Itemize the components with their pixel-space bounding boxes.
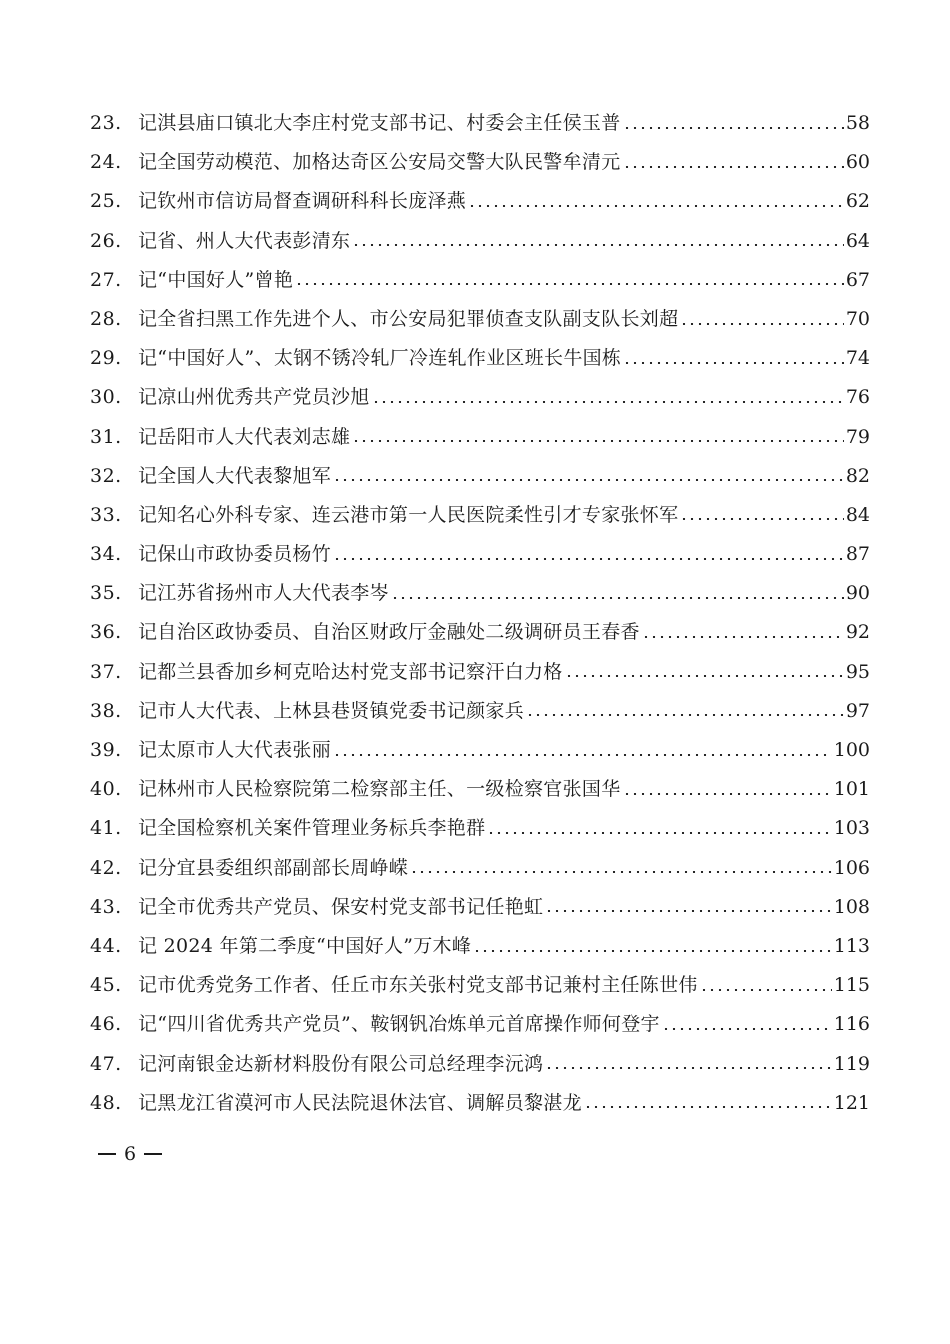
toc-entry-title: 记全省扫黑工作先进个人、市公安局犯罪侦查支队副支队长刘超 [138,307,679,330]
toc-entry-page: 116 [833,1013,870,1036]
toc-entry-number: 44. [90,934,122,957]
toc-entry-title: 记“四川省优秀共产党员”、鞍钢钒冶炼单元首席操作师何登宇 [138,1013,660,1036]
toc-entry-page: 103 [833,817,870,840]
toc-entry-title: 记凉山州优秀共产党员沙旭 [138,386,370,409]
dot-leader [623,362,844,364]
page-number: 6 [124,1143,137,1165]
dot-leader [473,950,832,952]
toc-entry-page: 97 [845,699,870,722]
toc-entry [90,143,870,182]
toc-entry [90,574,870,613]
toc-entry [90,378,870,417]
toc-entry-page: 90 [845,582,870,605]
dot-leader [623,166,844,168]
toc-entry-title: 记“中国好人”曾艳 [138,268,294,291]
toc-entry-number: 26. [90,229,122,252]
toc-entry-page: 121 [833,1091,870,1114]
toc-entry-number: 47. [90,1052,122,1075]
toc-entry-number: 41. [90,817,122,840]
toc-entry-title: 记自治区政协委员、自治区财政厅金融处二级调研员王春香 [138,621,640,644]
toc-entry [90,1045,870,1084]
toc-entry-page: 92 [845,621,870,644]
toc-entry [90,653,870,692]
toc-entry-title: 记河南银金达新材料股份有限公司总经理李沅鸿 [138,1052,544,1075]
toc-entry-title: 记全市优秀共产党员、保安村党支部书记任艳虹 [138,895,544,918]
page-footer [98,1143,162,1165]
toc-entry-page: 64 [845,229,870,252]
toc-entry-number: 45. [90,974,122,997]
toc-entry-number: 40. [90,778,122,801]
toc-entry [90,927,870,966]
toc-entry-page: 60 [845,151,870,174]
toc-entry-title: 记 2024 年第二季度“中国好人”万木峰 [138,934,472,957]
toc-entry-page: 108 [833,895,870,918]
toc-entry [90,1005,870,1044]
footer-dash-right [144,1153,162,1154]
dot-leader [584,1106,832,1108]
dot-leader [623,793,832,795]
toc-entry-page: 62 [845,190,870,213]
toc-entry-number: 43. [90,895,122,918]
toc-entry-number: 48. [90,1091,122,1114]
toc-entry-title: 记江苏省扬州市人大代表李岑 [138,582,389,605]
dot-leader [545,910,831,912]
toc-entry [90,809,870,848]
toc-entry-title: 记岳阳市人大代表刘志雄 [138,425,351,448]
toc-entry-number: 36. [90,621,122,644]
toc-entry [90,457,870,496]
toc-entry-page: 119 [833,1052,870,1075]
toc-entry-title: 记全国人大代表黎旭军 [138,464,332,487]
dot-leader [333,754,832,756]
toc-entry-title: 记知名心外科专家、连云港市第一人民医院柔性引才专家张怀军 [138,503,679,526]
toc-entry-title: 记分宜县委组织部副部长周峥嵘 [138,856,409,879]
toc-entry-number: 33. [90,503,122,526]
toc-entry-number: 24. [90,151,122,174]
toc-entry [90,418,870,457]
toc-entry [90,770,870,809]
dot-leader [545,1067,831,1069]
toc-entry-page: 79 [845,425,870,448]
toc-entry-title: 记市优秀党务工作者、任丘市东关张村党支部书记兼村主任陈世伟 [138,974,698,997]
dot-leader [623,127,844,129]
toc-entry [90,966,870,1005]
toc-entry-page: 113 [833,934,870,957]
dot-leader [680,518,843,520]
toc-entry-title: 记钦州市信访局督查调研科科长庞泽燕 [138,190,467,213]
toc-entry-number: 34. [90,543,122,566]
toc-entry-number: 37. [90,660,122,683]
dot-leader [565,675,844,677]
toc-entry [90,182,870,221]
toc-entry-number: 23. [90,112,122,134]
toc-entry-number: 46. [90,1013,122,1036]
toc-entry [90,535,870,574]
toc-entry-title: 记太原市人大代表张丽 [138,739,332,761]
toc-entry [90,261,870,300]
dot-leader [391,597,844,599]
toc-entry [90,1084,870,1123]
dot-leader [372,401,844,403]
toc-entry [90,339,870,378]
toc-entry-number: 32. [90,464,122,487]
toc-entry-page: 74 [845,347,870,370]
toc-entry-title: 记林州市人民检察院第二检察部主任、一级检察官张国华 [138,778,621,801]
toc-entry [90,613,870,652]
dot-leader [295,283,844,285]
toc-entry-number: 29. [90,347,122,370]
toc-entry-page: 101 [833,778,870,801]
dot-leader [352,244,844,246]
toc-entry-title: 记省、州人大代表彭清东 [138,229,351,252]
toc-entry-page: 84 [845,503,870,526]
toc-entry [90,731,870,770]
dot-leader [352,440,844,442]
toc-entry-number: 30. [90,386,122,409]
toc-entry [90,300,870,339]
toc-entry [90,104,870,143]
toc-entry-number: 28. [90,307,122,330]
toc-entry-page: 95 [845,660,870,683]
toc-entry [90,496,870,535]
toc-entry [90,222,870,261]
dot-leader [642,636,844,638]
toc-entry-number: 27. [90,268,122,291]
toc-entry-title: 记黑龙江省漠河市人民法院退休法官、调解员黎湛龙 [138,1091,582,1114]
dot-leader [487,832,831,834]
toc-entry-page: 70 [845,307,870,330]
toc-entry [90,849,870,888]
toc-entry-page: 82 [845,464,870,487]
dot-leader [662,1028,832,1030]
dot-leader [333,558,844,560]
dot-leader [680,323,843,325]
dot-leader [468,205,844,207]
toc-entry-page: 100 [833,739,870,761]
toc-entry-title: 记市人大代表、上林县巷贤镇党委书记颜家兵 [138,699,525,722]
toc-entry [90,888,870,927]
toc-entry-number: 39. [90,739,122,761]
table-of-contents [90,104,870,1123]
footer-dash-left [98,1153,116,1154]
toc-entry-title: 记“中国好人”、太钢不锈冷轧厂冷连轧作业区班长牛国栋 [138,347,622,370]
toc-entry-title: 记全国检察机关案件管理业务标兵李艳群 [138,817,486,840]
dot-leader [410,871,832,873]
toc-entry-page: 115 [833,974,870,997]
toc-entry-number: 42. [90,856,122,879]
toc-entry-page: 76 [845,386,870,409]
toc-entry-number: 35. [90,582,122,605]
toc-entry-number: 38. [90,699,122,722]
dot-leader [526,714,844,716]
toc-entry-page: 106 [833,856,870,879]
toc-entry [90,692,870,731]
toc-entry-title: 记都兰县香加乡柯克哈达村党支部书记察汗白力格 [138,660,563,683]
toc-entry-page: 67 [845,268,870,291]
toc-entry-number: 25. [90,190,122,213]
toc-entry-title: 记全国劳动模范、加格达奇区公安局交警大队民警牟清元 [138,151,621,174]
toc-entry-title: 记淇县庙口镇北大李庄村党支部书记、村委会主任侯玉普 [138,112,621,134]
toc-entry-title: 记保山市政协委员杨竹 [138,543,332,566]
dot-leader [700,989,832,991]
toc-entry-page: 58 [845,112,870,134]
toc-entry-page: 87 [845,543,870,566]
dot-leader [333,479,844,481]
toc-entry-number: 31. [90,425,122,448]
